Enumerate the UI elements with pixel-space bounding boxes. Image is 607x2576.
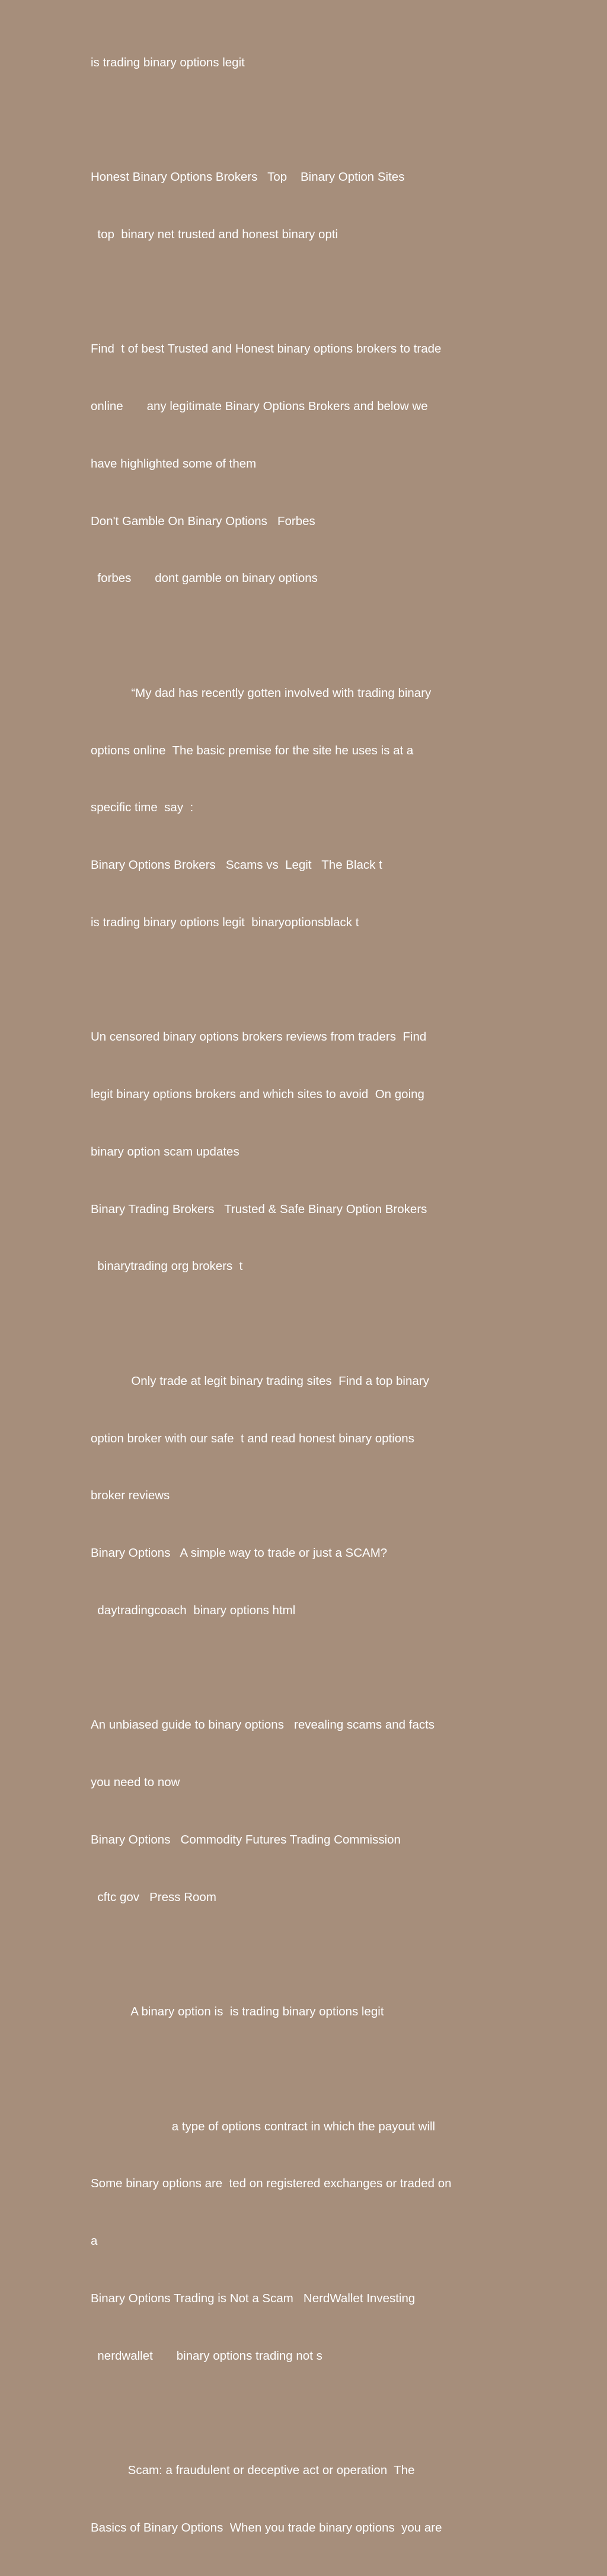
text-line: specific time say :: [91, 801, 194, 815]
text-line: a: [91, 2234, 98, 2248]
text-line: Un censored binary options brokers reviews from traders Find: [91, 1030, 427, 1044]
text-line: Some binary options are ted on registered exchanges or traded on: [91, 2177, 452, 2191]
text-line: options online The basic premise for the site he uses is at a: [91, 743, 414, 757]
text-line: [91, 971, 517, 990]
text-line: Binary Options Brokers Scams vs Legit The Black t: [91, 858, 382, 872]
text-line: have highlighted some of them: [91, 456, 257, 471]
text-line: A binary option is is trading binary options legit: [91, 2005, 384, 2018]
document-text: [91, 15, 517, 2576]
text-line: Binary Options Trading is Not a Scam NerdWallet Investing: [91, 2291, 416, 2305]
text-line: “My dad has recently gotten involved with trading binary: [91, 686, 432, 700]
text-line: you need to now: [91, 1775, 180, 1789]
text-line: Only trade at legit binary trading sites Find a top binary: [91, 1374, 429, 1388]
text-line: [91, 626, 517, 645]
text-line: Don't Gamble On Binary Options Forbes: [91, 514, 315, 528]
text-line: Binary Options A simple way to trade or just a SCAM?: [91, 1546, 388, 1560]
text-line: a type of options contract in which the payout will: [91, 2119, 436, 2133]
text-line: Scam: a fraudulent or deceptive act or operation The: [91, 2463, 415, 2477]
text-line: Binary Options Commodity Futures Trading Commission: [91, 1832, 401, 1847]
text-line: Honest Binary Options Brokers Top Binary Option Sites: [91, 170, 405, 184]
text-line: top binary net trusted and honest binary opti: [91, 227, 338, 241]
text-line: broker reviews: [91, 1489, 170, 1503]
text-line: [91, 2404, 517, 2423]
text-line: is trading binary options legit binaryoptionsblack t: [91, 915, 359, 929]
text-line: [91, 1945, 517, 1964]
text-line: Basics of Binary Options When you trade binary options you are: [91, 2520, 442, 2535]
text-line: is trading binary options legit: [91, 55, 245, 69]
text-line: [91, 283, 517, 302]
text-line: [91, 1314, 517, 1333]
text-line: binarytrading org brokers t: [91, 1259, 243, 1273]
text-line: [91, 2060, 517, 2079]
text-line: Find t of best Trusted and Honest binary options brokers to trade: [91, 342, 442, 356]
text-line: Binary Trading Brokers Trusted & Safe Binary Option Brokers: [91, 1202, 427, 1216]
text-line: option broker with our safe t and read honest binary options: [91, 1431, 414, 1445]
text-line: cftc gov Press Room: [91, 1890, 216, 1904]
text-line: binary option scam updates: [91, 1144, 239, 1159]
text-line: daytradingcoach binary options html: [91, 1603, 296, 1617]
text-line: legit binary options brokers and which sites to avoid On going: [91, 1087, 424, 1101]
text-line: nerdwallet binary options trading not s: [91, 2348, 322, 2363]
text-line: [91, 1659, 517, 1678]
text-line: online any legitimate Binary Options Brokers and below we: [91, 399, 428, 413]
text-line: [91, 110, 517, 129]
text-line: forbes dont gamble on binary options: [91, 571, 318, 585]
text-line: An unbiased guide to binary options revealing scams and facts: [91, 1718, 435, 1732]
